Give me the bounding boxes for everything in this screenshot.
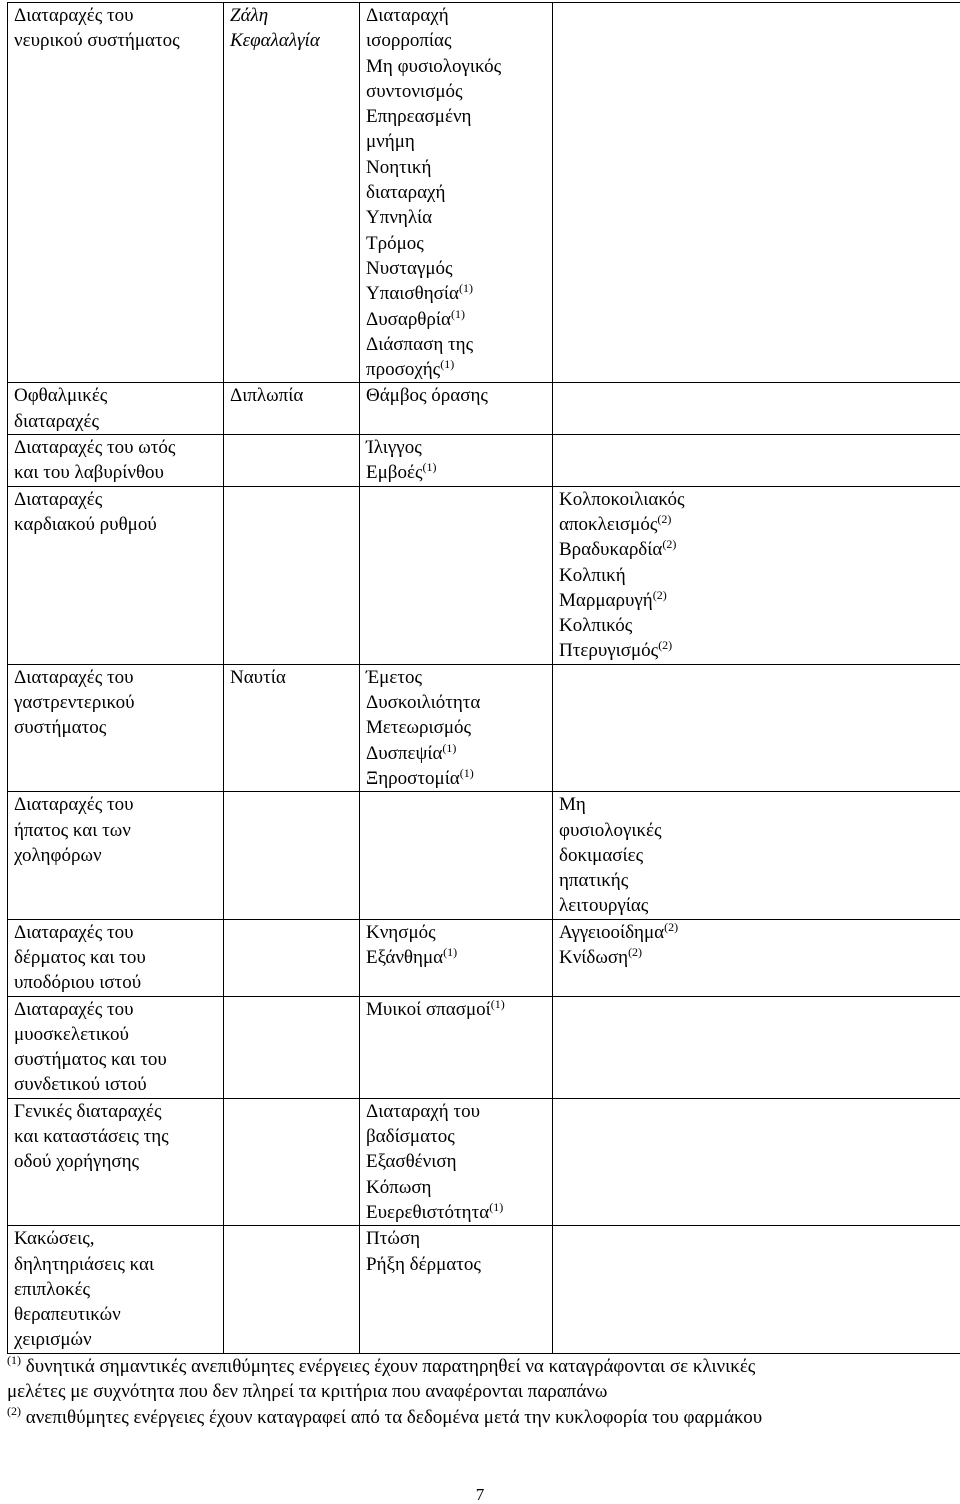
cell-line xyxy=(366,690,546,715)
cell-text: Τρόμος xyxy=(366,232,424,254)
table-row xyxy=(8,383,960,435)
cell-text: διαταραχές xyxy=(14,410,99,432)
cell-text: Διαταραχές του xyxy=(14,666,134,688)
table-cell-col3 xyxy=(360,383,553,435)
cell-line xyxy=(14,409,217,434)
footnote-2-line-1: ανεπιθύμητες ενέργειες έχουν καταγραφεί από τα δεδομένα μετά την κυκλοφορία του φαρμάκου xyxy=(25,1407,763,1428)
cell-line xyxy=(230,28,353,53)
cell-line xyxy=(366,180,546,205)
table-row xyxy=(8,919,960,996)
cell-line xyxy=(366,104,546,129)
cell-line xyxy=(14,460,217,485)
cell-line xyxy=(14,843,217,868)
cell-line xyxy=(559,843,954,868)
cell-text: Κνίδωση xyxy=(559,946,629,968)
table-cell-col4 xyxy=(553,996,960,1098)
table-cell-col3 xyxy=(360,486,553,664)
cell-text: Κόπωση xyxy=(366,1176,432,1198)
cell-line xyxy=(14,792,217,817)
cell-text: προσοχής xyxy=(366,359,441,381)
cell-text: Διάσπαση της xyxy=(366,333,474,355)
cell-line xyxy=(559,512,954,537)
cell-line xyxy=(14,1327,217,1352)
cell-text: Διαταραχές του xyxy=(14,5,134,26)
cell-text: αποκλεισμός xyxy=(559,513,658,535)
cell-line xyxy=(559,563,954,588)
footnote-marker: (1) xyxy=(443,944,458,959)
cell-line xyxy=(366,1226,546,1251)
footnote-marker: (2) xyxy=(662,537,677,552)
footnote-2 xyxy=(7,1405,957,1430)
cell-text: ήπατος και των xyxy=(14,819,131,841)
cell-line xyxy=(366,3,546,28)
table-row xyxy=(8,996,960,1098)
cell-text: φυσιολογικές xyxy=(559,819,662,841)
cell-line xyxy=(366,1124,546,1149)
cell-line xyxy=(366,1099,546,1124)
table-cell-col4 xyxy=(553,1098,960,1225)
cell-line xyxy=(14,715,217,740)
cell-text: ισορροπίας xyxy=(366,30,452,52)
table-cell-col4 xyxy=(553,486,960,664)
footnote-marker: (2) xyxy=(664,919,679,934)
cell-text: Νοητική xyxy=(366,156,432,178)
table-cell-col1 xyxy=(8,1226,224,1353)
cell-line xyxy=(366,945,546,970)
table-cell-col2 xyxy=(224,3,360,383)
table-cell-col3 xyxy=(360,792,553,919)
cell-line xyxy=(230,383,353,408)
footnote-marker: (2) xyxy=(658,638,673,653)
table-cell-col4 xyxy=(553,792,960,919)
cell-text: μυοσκελετικού xyxy=(14,1023,129,1045)
cell-line xyxy=(366,256,546,281)
cell-text: δοκιμασίες xyxy=(559,844,644,866)
table-cell-col4 xyxy=(553,3,960,383)
cell-text: Ίλιγγος xyxy=(366,437,422,459)
footnote-marker: (2) xyxy=(657,511,672,526)
table-cell-col1 xyxy=(8,792,224,919)
table-cell-col3 xyxy=(360,996,553,1098)
cell-line xyxy=(230,3,353,28)
cell-text: και του λαβυρίνθου xyxy=(14,462,164,484)
cell-text: Διαταραχές του xyxy=(14,794,134,816)
table-cell-col2 xyxy=(224,919,360,996)
cell-text: ηπατικής xyxy=(559,870,629,892)
cell-text: Κακώσεις, xyxy=(14,1228,95,1250)
cell-line xyxy=(366,129,546,154)
cell-line xyxy=(14,945,217,970)
cell-text: Οφθαλμικές xyxy=(14,385,108,407)
cell-text: θεραπευτικών xyxy=(14,1304,121,1326)
cell-text: Κολποκοιλιακός xyxy=(559,488,685,510)
cell-line xyxy=(14,1302,217,1327)
cell-text: Ζάλη xyxy=(230,5,269,26)
cell-text: Εμβοές xyxy=(366,462,423,484)
cell-line xyxy=(14,1124,217,1149)
table-row xyxy=(8,664,960,791)
cell-text: Ναυτία xyxy=(230,666,286,688)
cell-text: επιπλοκές xyxy=(14,1278,91,1300)
cell-text: οδού χορήγησης xyxy=(14,1151,140,1173)
cell-line xyxy=(14,970,217,995)
cell-text: Υπαισθησία xyxy=(366,283,459,305)
table-cell-col2 xyxy=(224,792,360,919)
cell-text: Κνησμός xyxy=(366,921,436,943)
table-cell-col4 xyxy=(553,664,960,791)
cell-text: υποδόριου ιστού xyxy=(14,972,142,994)
cell-text: Βραδυκαρδία xyxy=(559,539,663,561)
footnote-1-line-1: δυνητικά σημαντικές ανεπιθύμητες ενέργειες έχουν παρατηρηθεί να καταγράφονται σε κλινικές xyxy=(25,1356,756,1377)
cell-text: Πτώση xyxy=(366,1228,421,1250)
cell-text: Μαρμαρυγή xyxy=(559,589,653,611)
table-row xyxy=(8,792,960,919)
table-cell-col1 xyxy=(8,996,224,1098)
cell-text: Διαταραχές του xyxy=(14,921,134,943)
table-cell-col1 xyxy=(8,486,224,664)
cell-text: Πτερυγισμός xyxy=(559,640,659,662)
table-cell-col1 xyxy=(8,664,224,791)
cell-text: Δυσκοιλιότητα xyxy=(366,692,481,714)
cell-text: λειτουργίας xyxy=(559,895,649,917)
footnote-marker: (1) xyxy=(489,1199,504,1214)
cell-text: διαταραχή xyxy=(366,182,446,204)
table-cell-col4 xyxy=(553,1226,960,1353)
table-cell-col1 xyxy=(8,383,224,435)
table-cell-col2 xyxy=(224,996,360,1098)
table-cell-col1 xyxy=(8,435,224,487)
table-row xyxy=(8,486,960,664)
footnote-marker: (2) xyxy=(652,587,667,602)
cell-text: Διαταραχές xyxy=(14,488,103,510)
table-cell-col3 xyxy=(360,1098,553,1225)
cell-line xyxy=(366,281,546,306)
cell-text: Ξηροστομία xyxy=(366,767,460,789)
cell-text: χοληφόρων xyxy=(14,844,102,866)
table-cell-col1 xyxy=(8,3,224,383)
cell-text: Κολπική xyxy=(559,564,626,586)
table-row xyxy=(8,1226,960,1353)
cell-text: Εξασθένιση xyxy=(366,1151,457,1173)
cell-text: Μετεωρισμός xyxy=(366,717,472,739)
cell-line xyxy=(14,435,217,460)
table-cell-col3 xyxy=(360,664,553,791)
cell-line xyxy=(14,1149,217,1174)
cell-text: Μη xyxy=(559,794,586,816)
cell-text: και καταστάσεις της xyxy=(14,1126,169,1148)
cell-text: συντονισμός xyxy=(366,80,463,102)
cell-text: Μη φυσιολογικός xyxy=(366,55,502,77)
table-row xyxy=(8,1098,960,1225)
cell-text: Δυσαρθρία xyxy=(366,308,451,330)
cell-line xyxy=(366,997,546,1022)
cell-text: Διαταραχή xyxy=(366,5,449,26)
cell-line xyxy=(14,1252,217,1277)
cell-line xyxy=(559,537,954,562)
cell-line xyxy=(559,792,954,817)
table-row xyxy=(8,435,960,487)
cell-line xyxy=(366,1200,546,1225)
cell-line xyxy=(366,715,546,740)
cell-line xyxy=(366,79,546,104)
cell-text: δηλητηριάσεις και xyxy=(14,1253,155,1275)
table-cell-col2 xyxy=(224,383,360,435)
cell-line xyxy=(14,383,217,408)
cell-line xyxy=(559,588,954,613)
cell-line xyxy=(366,231,546,256)
footnote-marker: (1) xyxy=(440,357,455,372)
cell-text: μνήμη xyxy=(366,131,415,153)
cell-text: γαστρεντερικού xyxy=(14,692,135,714)
cell-line xyxy=(366,665,546,690)
cell-text: Διαταραχές του ωτός xyxy=(14,437,176,459)
cell-line xyxy=(14,690,217,715)
cell-text: Διαταραχή του xyxy=(366,1100,480,1122)
cell-line xyxy=(14,512,217,537)
table-cell-col3 xyxy=(360,919,553,996)
footnote-marker: (1) xyxy=(459,765,474,780)
cell-text: Θάμβος όρασης xyxy=(366,385,488,407)
cell-line xyxy=(14,1226,217,1251)
cell-text: Ρήξη δέρματος xyxy=(366,1253,481,1275)
cell-line xyxy=(366,28,546,53)
table-cell-col3 xyxy=(360,435,553,487)
cell-text: συστήματος και του xyxy=(14,1049,167,1071)
cell-text: Εξάνθημα xyxy=(366,946,444,968)
cell-line xyxy=(559,868,954,893)
cell-line xyxy=(14,1277,217,1302)
cell-text: Κολπικός xyxy=(559,615,633,637)
cell-line xyxy=(559,613,954,638)
cell-text: Διαταραχές του xyxy=(14,998,134,1020)
cell-text: Μυικοί σπασμοί xyxy=(366,998,491,1020)
footnote-marker: (1) xyxy=(490,996,505,1011)
table-cell-col1 xyxy=(8,1098,224,1225)
table-cell-col2 xyxy=(224,664,360,791)
cell-line xyxy=(366,357,546,382)
cell-line xyxy=(230,665,353,690)
cell-line xyxy=(559,818,954,843)
table-cell-col2 xyxy=(224,1226,360,1353)
cell-line xyxy=(559,893,954,918)
cell-line xyxy=(366,920,546,945)
cell-line xyxy=(14,920,217,945)
footnote-2-marker: (2) xyxy=(7,1404,21,1418)
cell-line xyxy=(14,1099,217,1124)
footnote-marker: (1) xyxy=(450,306,465,321)
cell-text: βαδίσματος xyxy=(366,1126,455,1148)
footnote-marker: (2) xyxy=(628,944,643,959)
cell-line xyxy=(366,1252,546,1277)
table-cell-col2 xyxy=(224,435,360,487)
cell-line xyxy=(366,54,546,79)
cell-line xyxy=(366,205,546,230)
cell-line xyxy=(14,818,217,843)
cell-line xyxy=(14,1022,217,1047)
footnote-1-marker: (1) xyxy=(7,1353,21,1367)
table-cell-col3 xyxy=(360,1226,553,1353)
cell-text: Γενικές διαταραχές xyxy=(14,1100,162,1122)
adverse-reactions-table xyxy=(7,2,960,1354)
cell-text: Επηρεασμένη xyxy=(366,106,472,128)
table-cell-col3 xyxy=(360,3,553,383)
cell-text: Δυσπεψία xyxy=(366,742,443,764)
cell-line xyxy=(366,332,546,357)
footnote-marker: (1) xyxy=(422,460,437,475)
cell-line xyxy=(366,1175,546,1200)
cell-text: Έμετος xyxy=(366,666,423,688)
table-cell-col4 xyxy=(553,919,960,996)
cell-text: Υπνηλία xyxy=(366,207,433,229)
table-cell-col4 xyxy=(553,383,960,435)
cell-line xyxy=(14,1047,217,1072)
cell-line xyxy=(366,741,546,766)
table-row xyxy=(8,3,960,383)
cell-line xyxy=(366,383,546,408)
footnote-marker: (1) xyxy=(458,281,473,296)
cell-line xyxy=(366,155,546,180)
cell-line xyxy=(559,920,954,945)
cell-line xyxy=(14,1072,217,1097)
table-cell-col4 xyxy=(553,435,960,487)
cell-text: καρδιακού ρυθμού xyxy=(14,513,157,535)
cell-line xyxy=(14,3,217,28)
cell-line xyxy=(14,997,217,1022)
cell-line xyxy=(559,487,954,512)
cell-line xyxy=(559,638,954,663)
cell-text: Ευερεθιστότητα xyxy=(366,1201,490,1223)
cell-text: συστήματος xyxy=(14,717,107,739)
cell-line xyxy=(14,28,217,53)
cell-line xyxy=(366,766,546,791)
table-cell-col2 xyxy=(224,486,360,664)
cell-text: νευρικού συστήματος xyxy=(14,30,180,52)
cell-line xyxy=(14,487,217,512)
cell-line xyxy=(559,945,954,970)
cell-text: συνδετικού ιστού xyxy=(14,1074,147,1096)
cell-text: Νυσταγμός xyxy=(366,257,453,279)
footnote-1-line-2: μελέτες με συχνότητα που δεν πληρεί τα κριτήρια που αναφέρονται παραπάνω xyxy=(7,1381,608,1403)
cell-text: Κεφαλαλγία xyxy=(230,30,320,52)
cell-line xyxy=(366,1149,546,1174)
cell-text: δέρματος και του xyxy=(14,946,146,968)
table-cell-col1 xyxy=(8,919,224,996)
table-cell-col2 xyxy=(224,1098,360,1225)
page-number: 7 xyxy=(475,1485,485,1504)
cell-line xyxy=(14,665,217,690)
cell-text: χειρισμών xyxy=(14,1329,92,1351)
cell-text: Αγγειοοίδημα xyxy=(559,921,665,943)
cell-line xyxy=(366,435,546,460)
footnote-1 xyxy=(7,1354,957,1405)
cell-line xyxy=(366,460,546,485)
cell-text: Διπλωπία xyxy=(230,385,304,407)
cell-line xyxy=(366,307,546,332)
footnote-marker: (1) xyxy=(442,740,457,755)
